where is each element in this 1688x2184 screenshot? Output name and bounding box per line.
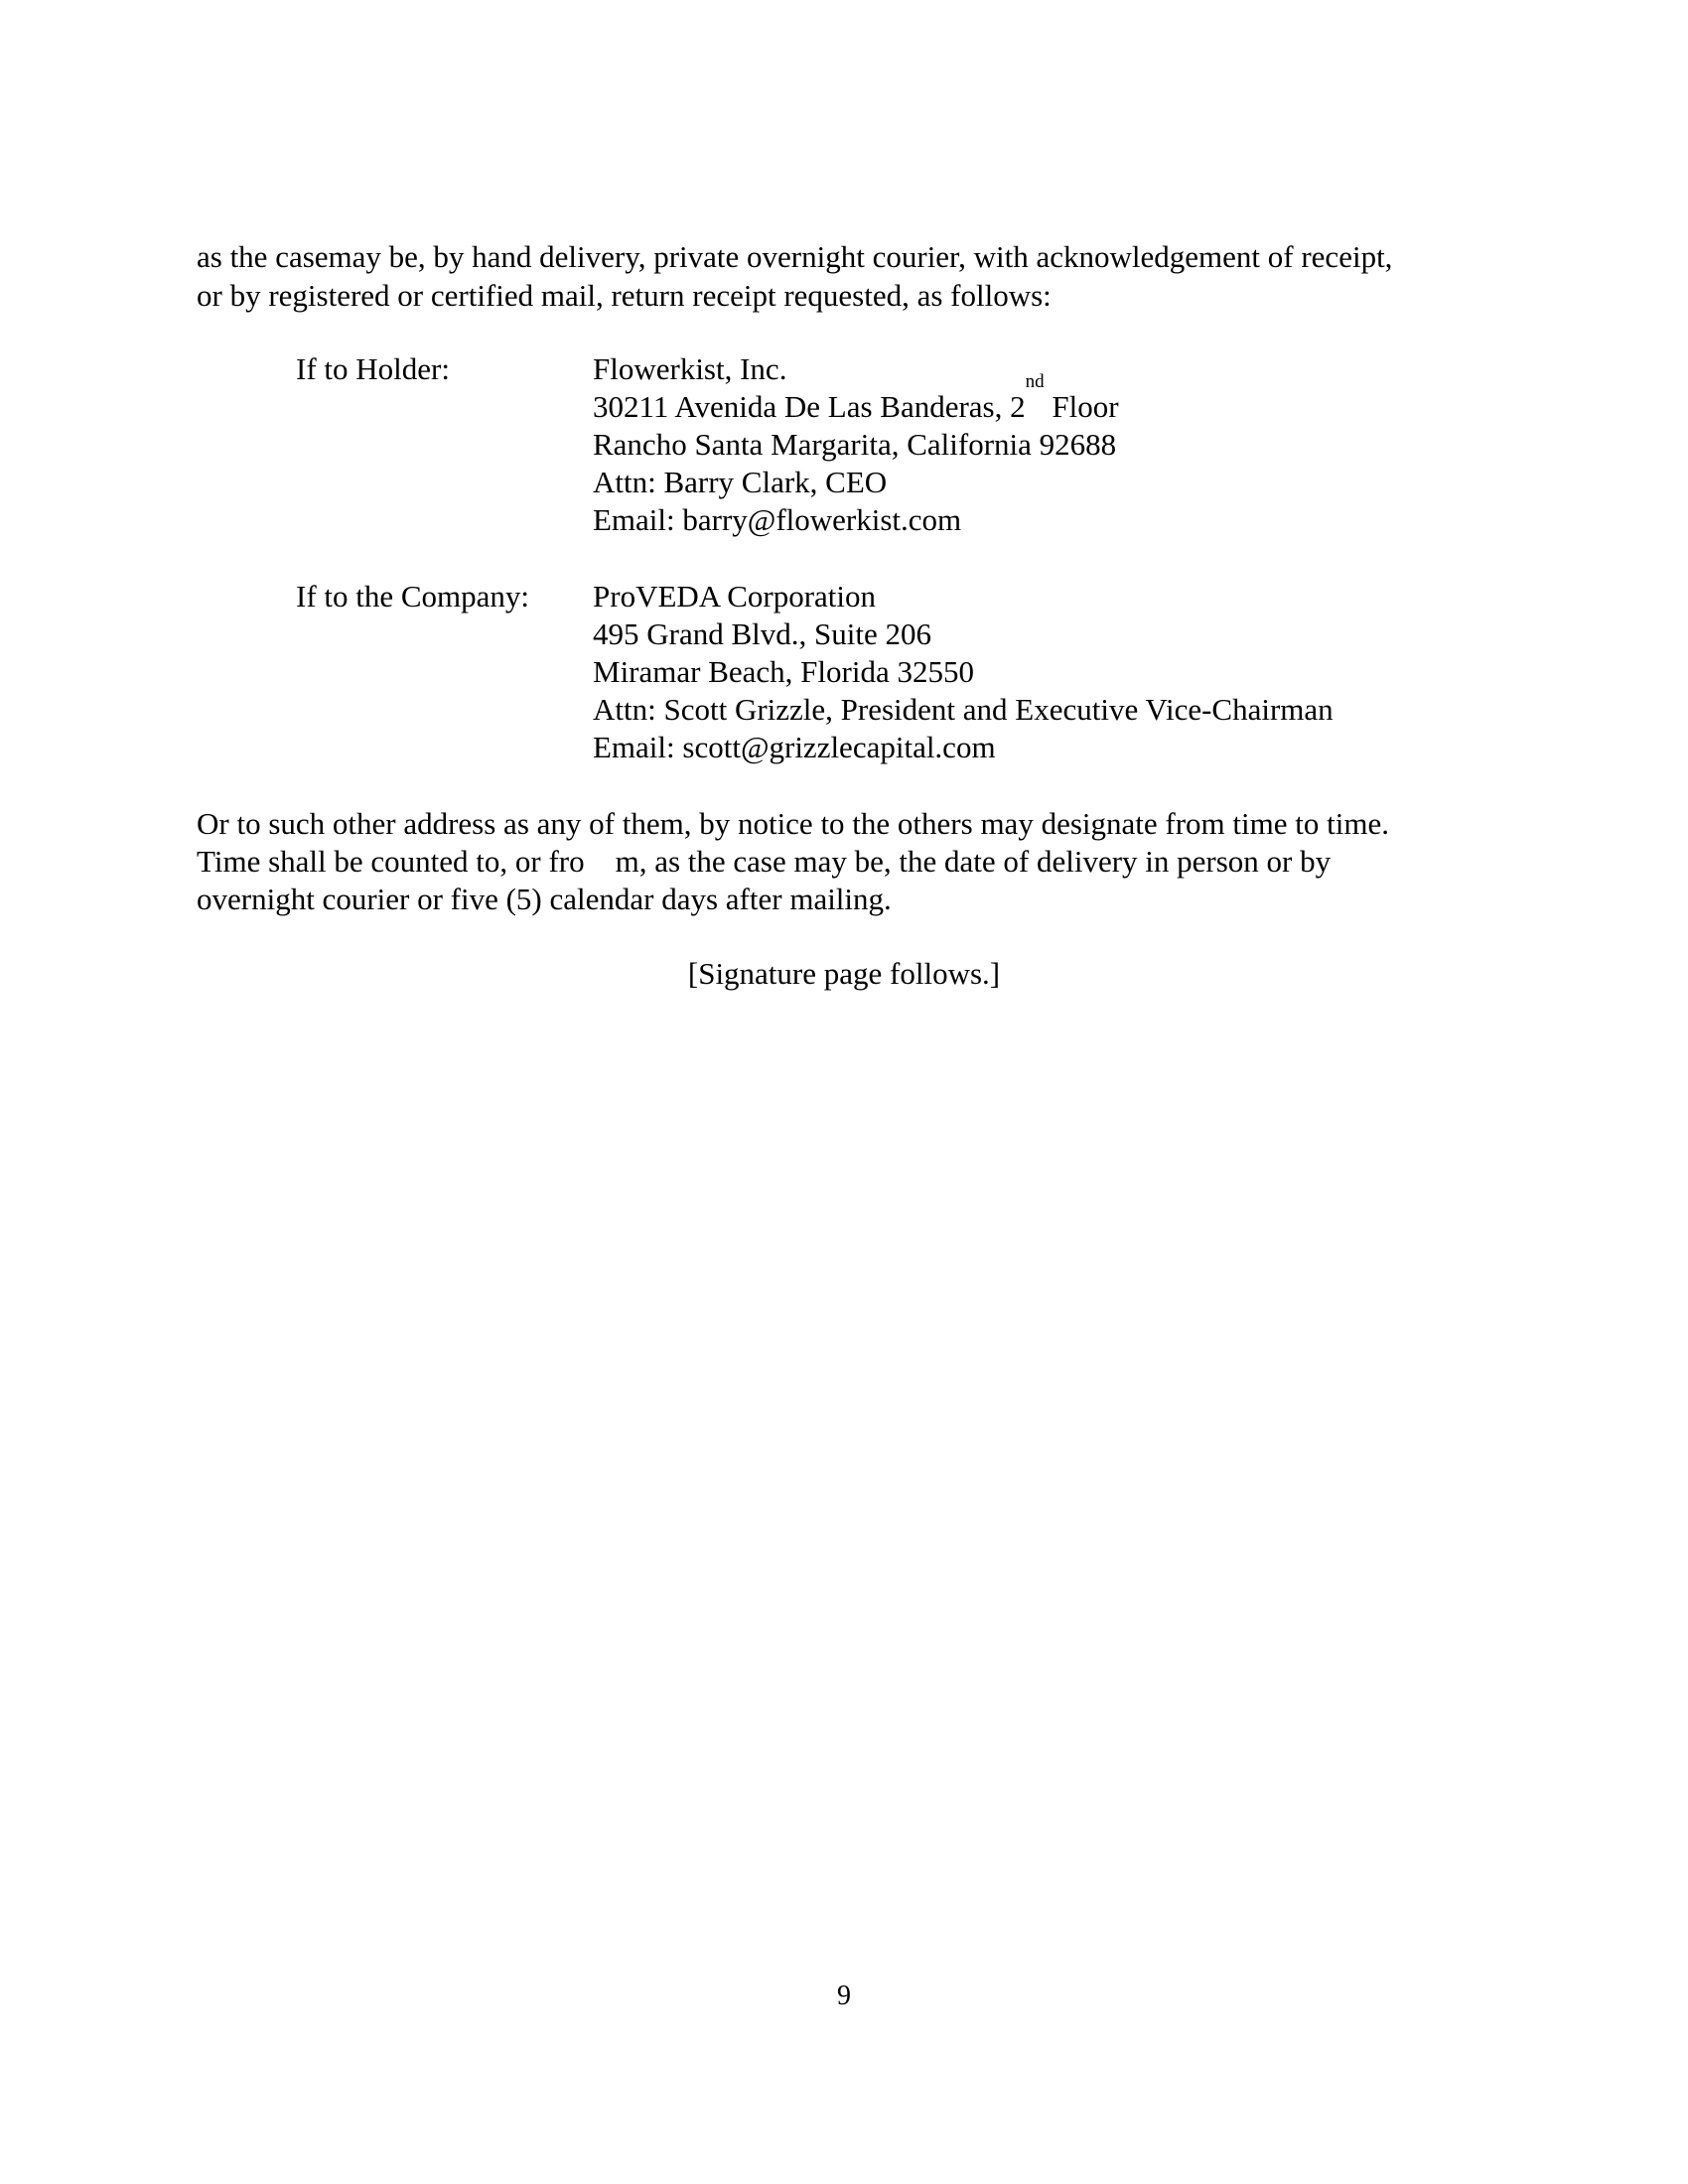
holder-name: Flowerkist, Inc. xyxy=(593,351,787,386)
company-label: If to the Company: xyxy=(296,579,530,614)
intro-paragraph-line-2: or by registered or certified mail, return receipt requested, as follows: xyxy=(197,278,1052,313)
intro-paragraph-line-1: as the casemay be, by hand delivery, private overnight courier, with acknowledgement of receipt, xyxy=(197,239,1393,274)
company-city-line: Miramar Beach, Florida 32550 xyxy=(593,654,974,689)
closing-paragraph-line-3: overnight courier or five (5) calendar days after mailing. xyxy=(197,882,892,916)
closing-paragraph-line-2: Time shall be counted to, or fro m, as the case may be, the date of delivery in person or by xyxy=(197,844,1332,879)
holder-email: Email: barry@flowerkist.com xyxy=(593,502,962,537)
company-attn: Attn: Scott Grizzle, President and Executive Vice-Chairman xyxy=(593,692,1334,727)
signature-page-note: [Signature page follows.] xyxy=(687,956,1001,991)
holder-street-prefix: 30211 Avenida De Las Banderas, 2 xyxy=(593,389,1026,424)
holder-city-line: Rancho Santa Margarita, California 92688 xyxy=(593,427,1117,462)
company-name: ProVEDA Corporation xyxy=(593,579,877,614)
holder-street xyxy=(593,371,1119,426)
holder-street-suffix: Floor xyxy=(1044,389,1119,424)
closing-paragraph-line-1: Or to such other address as any of them, by notice to the others may designate from time to time. xyxy=(197,806,1389,841)
holder-label: If to Holder: xyxy=(296,351,450,386)
holder-street-superscript: nd xyxy=(1025,371,1045,392)
company-email: Email: scott@grizzlecapital.com xyxy=(593,730,996,764)
holder-attn: Attn: Barry Clark, CEO xyxy=(593,465,888,499)
page-number: 9 xyxy=(837,1980,851,2011)
company-street: 495 Grand Blvd., Suite 206 xyxy=(593,616,931,651)
